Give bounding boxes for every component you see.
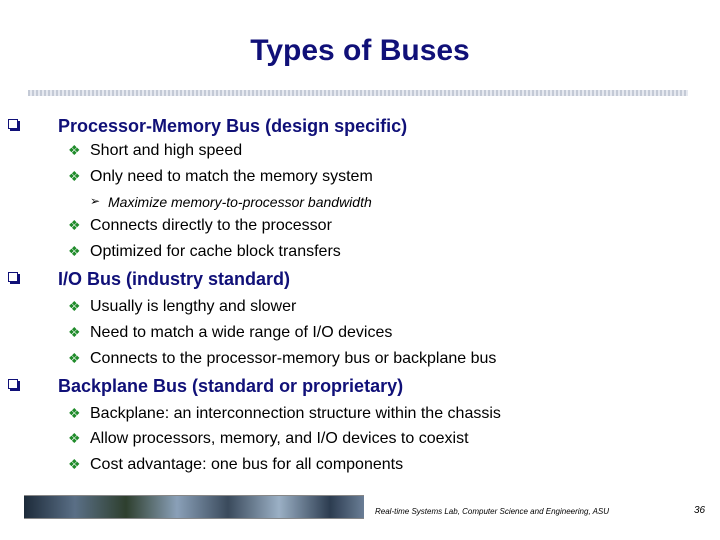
diamond-bullet-icon: ❖ [68, 350, 81, 366]
slide-title: Types of Buses [250, 34, 470, 67]
footer-banner-image [24, 495, 364, 519]
diamond-bullet-icon: ❖ [68, 324, 81, 340]
diamond-bullet-icon: ❖ [68, 243, 81, 259]
diamond-bullet-icon: ❖ [68, 298, 81, 314]
section-heading-text: Processor-Memory Bus (design specific) [58, 116, 408, 136]
diamond-bullet-icon: ❖ [68, 405, 81, 421]
arrow-bullet-icon: ➢ [90, 194, 101, 208]
checkbox-bullet-icon [8, 379, 18, 389]
diamond-bullet-icon: ❖ [68, 168, 81, 184]
checkbox-bullet-icon [8, 272, 18, 282]
diamond-bullet-icon: ❖ [68, 142, 81, 158]
diamond-bullet-icon: ❖ [68, 430, 81, 446]
checkbox-bullet-icon [8, 119, 18, 129]
section-heading-text: Backplane Bus (standard or proprietary) [58, 376, 404, 396]
page-number: 36 [694, 505, 706, 516]
diamond-bullet-icon: ❖ [68, 456, 81, 472]
title-divider [28, 90, 688, 96]
diamond-bullet-icon: ❖ [68, 217, 81, 233]
section-heading-text: I/O Bus (industry standard) [58, 269, 291, 289]
footer-lab-credit: Real-time Systems Lab, Computer Science and Engineering, ASU [375, 507, 610, 516]
